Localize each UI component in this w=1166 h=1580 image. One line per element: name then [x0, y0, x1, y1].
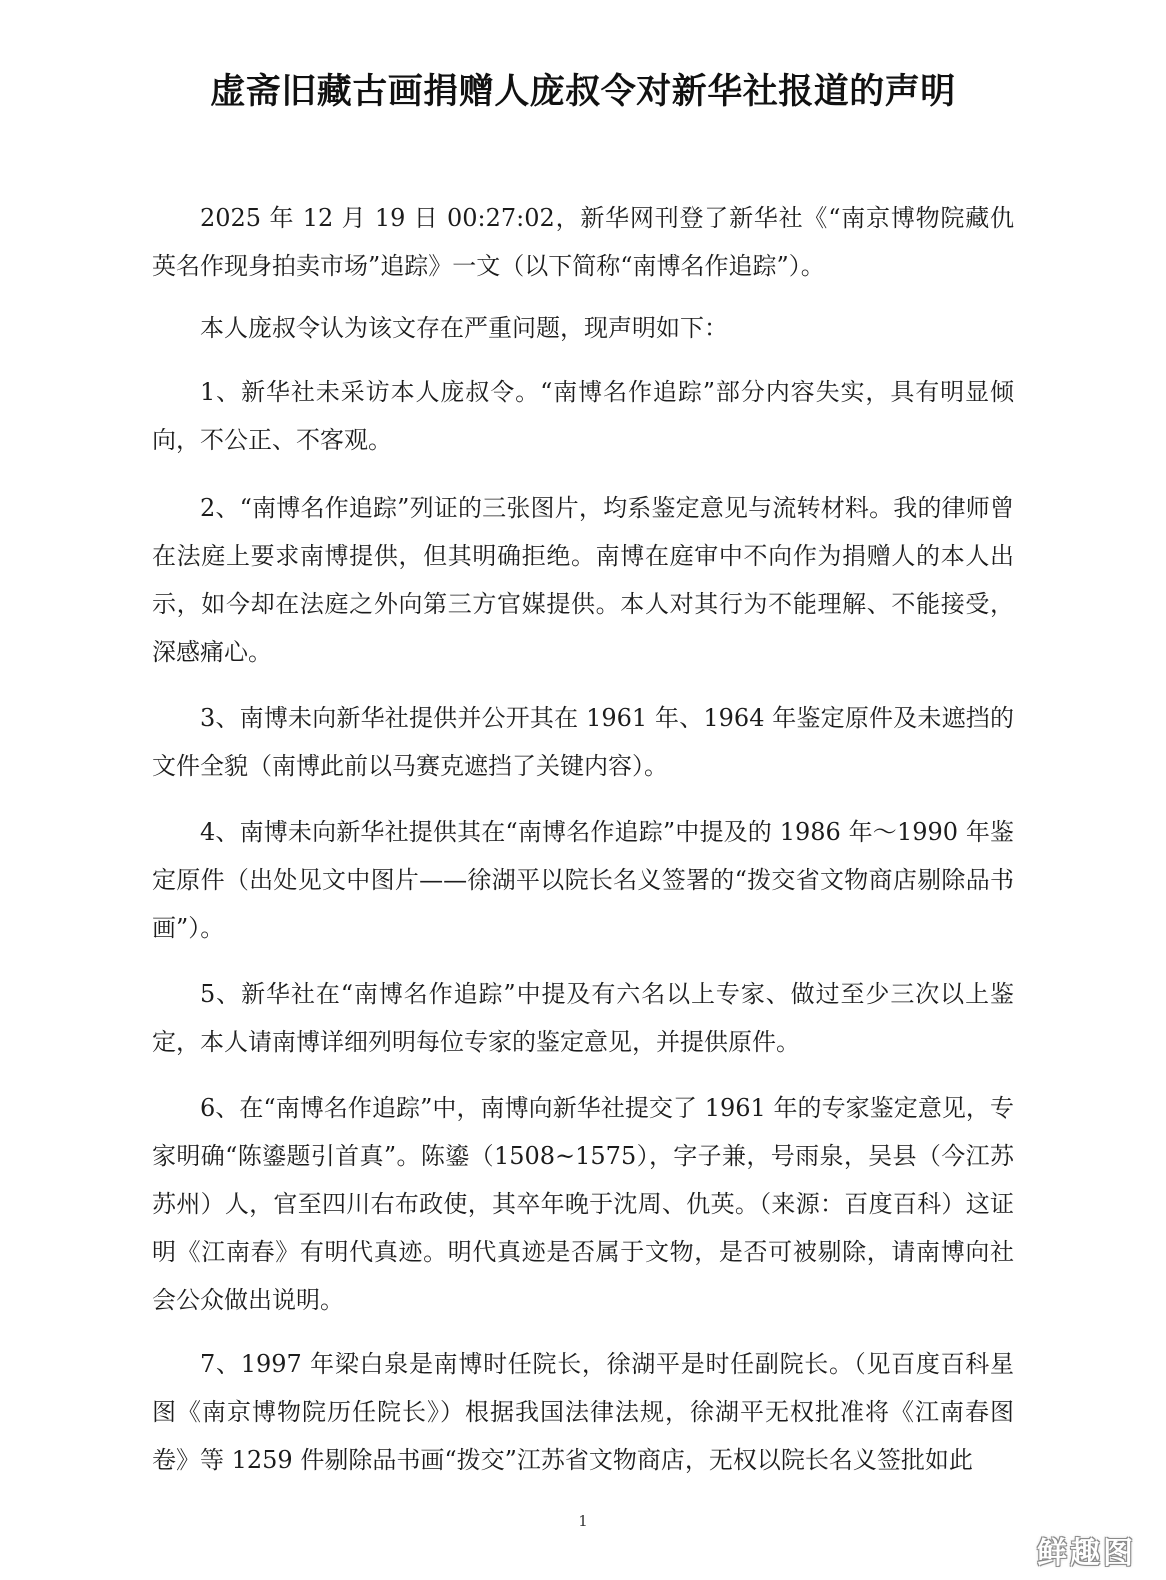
paragraph-point-4: 4、南博未向新华社提供其在“南博名作追踪”中提及的 1986 年～1990 年鉴定原件（出处见文中图片——徐湖平以院长名义签署的“拨交省文物商店剔除品书画”）。 — [152, 818, 1014, 942]
paragraph-point-6: 6、在“南博名作追踪”中，南博向新华社提交了 1961 年的专家鉴定意见，专家明确“陈鎏题引首真”。陈鎏（1508~1575），字子兼，号雨泉，吴县（今江苏苏州）人，官至四川右布政使，其卒年晚于沈周、仇英。（来源：百度百科）这证明《江南春》有明代真迹。明代真迹是否属于文物，是否可被剔除，请南博向社会公众做出说明。 — [152, 1094, 1014, 1314]
page-number: 1 — [578, 1512, 588, 1530]
paragraph-intro: 2025 年 12 月 19 日 00:27:02，新华网刊登了新华社《“南京博物院藏仇英名作现身拍卖市场”追踪》一文（以下简称“南博名作追踪”）。 — [152, 204, 1014, 280]
paragraph-point-1: 1、新华社未采访本人庞叔令。“南博名作追踪”部分内容失实，具有明显倾向，不公正、不客观。 — [152, 378, 1014, 454]
paragraph-point-5: 5、新华社在“南博名作追踪”中提及有六名以上专家、做过至少三次以上鉴定，本人请南博详细列明每位专家的鉴定意见，并提供原件。 — [152, 980, 1014, 1056]
paragraph-point-3: 3、南博未向新华社提供并公开其在 1961 年、1964 年鉴定原件及未遮挡的文件全貌（南博此前以马赛克遮挡了关键内容）。 — [152, 704, 1014, 780]
document-title: 虚斋旧藏古画捐赠人庞叔令对新华社报道的声明 — [210, 72, 956, 112]
watermark-logo: 鲜趣图 — [1037, 1536, 1136, 1571]
paragraph-statement-lead: 本人庞叔令认为该文存在严重问题，现声明如下： — [200, 314, 728, 342]
paragraph-point-7: 7、1997 年梁白泉是南博时任院长，徐湖平是时任副院长。（见百度百科星图《南京博物院历任院长》）根据我国法律法规，徐湖平无权批准将《江南春图卷》等 1259 件剔除品书画“拨交”江苏省文物商店，无权以院长名义签批如此 — [152, 1350, 1014, 1474]
paragraph-point-2: 2、“南博名作追踪”列证的三张图片，均系鉴定意见与流转材料。我的律师曾在法庭上要求南博提供，但其明确拒绝。南博在庭审中不向作为捐赠人的本人出示，如今却在法庭之外向第三方官媒提供。本人对其行为不能理解、不能接受，深感痛心。 — [152, 494, 1014, 666]
